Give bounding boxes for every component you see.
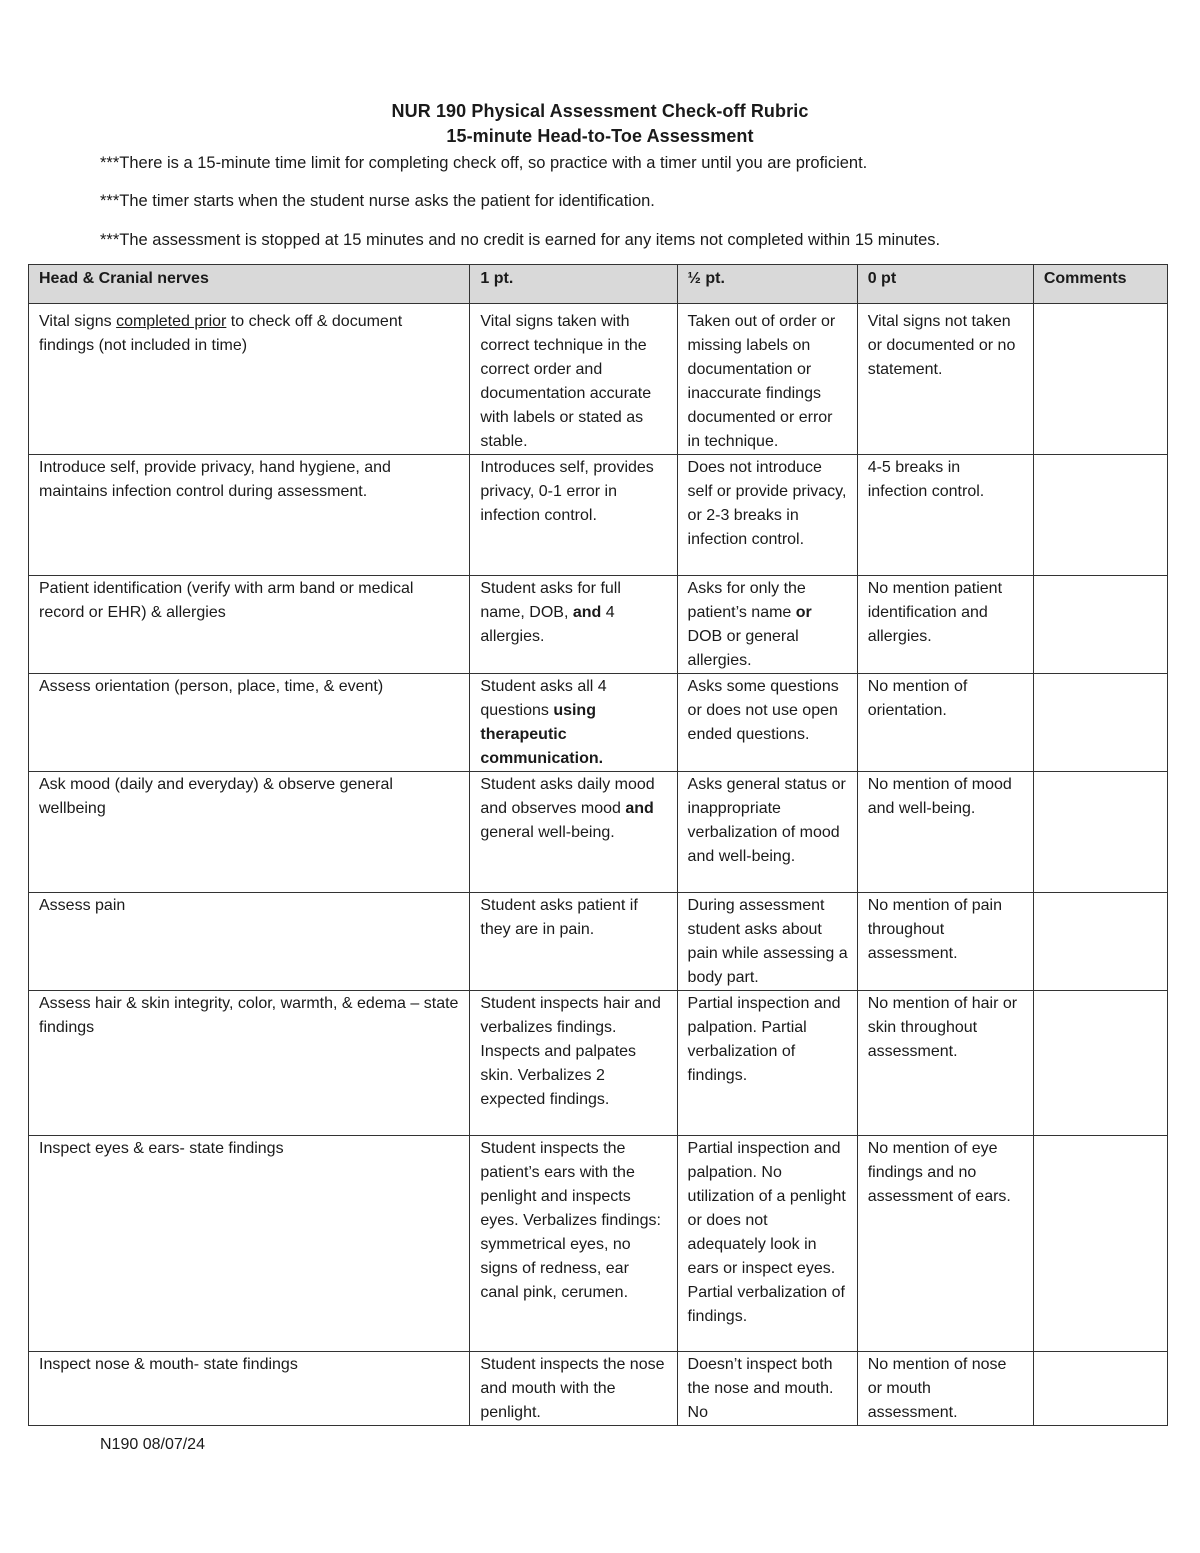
one-pt-cell: Student asks daily mood and observes mood and general well-being.: [470, 772, 677, 893]
criteria-cell: Vital signs completed prior to check off & document findings (not included in time): [29, 304, 470, 455]
header-comments: Comments: [1033, 265, 1167, 304]
zero-pt-cell: No mention of hair or skin throughout assessment.: [857, 991, 1033, 1136]
one-pt-cell: Student asks all 4 questions using therapeutic communication.: [470, 674, 677, 772]
comments-cell: [1033, 576, 1167, 674]
one-pt-cell: Student inspects the patient’s ears with the penlight and inspects eyes. Verbalizes findings: symmetrical eyes, no signs of redness, ear canal pink, cerumen.: [470, 1136, 677, 1352]
criteria-cell: Patient identification (verify with arm band or medical record or EHR) & allergies: [29, 576, 470, 674]
header-one-pt: 1 pt.: [470, 265, 677, 304]
comments-cell: [1033, 674, 1167, 772]
half-pt-cell: Does not introduce self or provide privacy, or 2-3 breaks in infection control.: [677, 455, 857, 576]
table-row: [29, 304, 1168, 455]
table-row: [29, 455, 1168, 576]
comments-cell: [1033, 1136, 1167, 1352]
one-pt-cell: Student asks for full name, DOB, and 4 allergies.: [470, 576, 677, 674]
header-half-pt: ½ pt.: [677, 265, 857, 304]
document-subtitle: 15-minute Head-to-Toe Assessment: [446, 126, 754, 146]
half-pt-cell: Asks general status or inappropriate verbalization of mood and well-being.: [677, 772, 857, 893]
criteria-cell: Inspect eyes & ears- state findings: [29, 1136, 470, 1352]
table-header-row: [29, 265, 1168, 304]
zero-pt-cell: Vital signs not taken or documented or no statement.: [857, 304, 1033, 455]
table-row: [29, 772, 1168, 893]
document-title: NUR 190 Physical Assessment Check-off Rubric: [391, 101, 809, 121]
half-pt-cell: Partial inspection and palpation. Partial verbalization of findings.: [677, 991, 857, 1136]
rubric-table: [28, 264, 1168, 1426]
header-criteria: Head & Cranial nerves: [29, 265, 470, 304]
half-pt-cell: Partial inspection and palpation. No utilization of a penlight or does not adequately look in ears or inspect eyes. Partial verbalization of findings.: [677, 1136, 857, 1352]
comments-cell: [1033, 304, 1167, 455]
instruction-note: ***There is a 15-minute time limit for completing check off, so practice with a timer until you are proficient.: [100, 154, 868, 172]
one-pt-cell: Student asks patient if they are in pain.: [470, 893, 677, 991]
criteria-cell: Introduce self, provide privacy, hand hygiene, and maintains infection control during assessment.: [29, 455, 470, 576]
zero-pt-cell: No mention of mood and well-being.: [857, 772, 1033, 893]
half-pt-cell: Taken out of order or missing labels on documentation or inaccurate findings documented or error in technique.: [677, 304, 857, 455]
comments-cell: [1033, 1352, 1167, 1426]
half-pt-cell: Asks for only the patient’s name or DOB or general allergies.: [677, 576, 857, 674]
page-footer: N190 08/07/24: [100, 1436, 205, 1453]
table-row: [29, 1352, 1168, 1426]
comments-cell: [1033, 991, 1167, 1136]
zero-pt-cell: 4-5 breaks in infection control.: [857, 455, 1033, 576]
zero-pt-cell: No mention of pain throughout assessment.: [857, 893, 1033, 991]
half-pt-cell: Asks some questions or does not use open ended questions.: [677, 674, 857, 772]
criteria-cell: Assess pain: [29, 893, 470, 991]
comments-cell: [1033, 893, 1167, 991]
half-pt-cell: During assessment student asks about pain while assessing a body part.: [677, 893, 857, 991]
half-pt-cell: Doesn’t inspect both the nose and mouth. No: [677, 1352, 857, 1426]
table-row: [29, 893, 1168, 991]
table-row: [29, 1136, 1168, 1352]
zero-pt-cell: No mention of eye findings and no assessment of ears.: [857, 1136, 1033, 1352]
criteria-cell: Assess hair & skin integrity, color, warmth, & edema – state findings: [29, 991, 470, 1136]
criteria-cell: Assess orientation (person, place, time, & event): [29, 674, 470, 772]
table-row: [29, 576, 1168, 674]
comments-cell: [1033, 772, 1167, 893]
zero-pt-cell: No mention patient identification and allergies.: [857, 576, 1033, 674]
table-row: [29, 674, 1168, 772]
zero-pt-cell: No mention of nose or mouth assessment.: [857, 1352, 1033, 1426]
instruction-note: ***The timer starts when the student nurse asks the patient for identification.: [100, 192, 655, 210]
one-pt-cell: Student inspects hair and verbalizes findings. Inspects and palpates skin. Verbalizes 2 expected findings.: [470, 991, 677, 1136]
one-pt-cell: Introduces self, provides privacy, 0-1 error in infection control.: [470, 455, 677, 576]
one-pt-cell: Student inspects the nose and mouth with the penlight.: [470, 1352, 677, 1426]
criteria-cell: Inspect nose & mouth- state findings: [29, 1352, 470, 1426]
table-row: [29, 991, 1168, 1136]
comments-cell: [1033, 455, 1167, 576]
one-pt-cell: Vital signs taken with correct technique in the correct order and documentation accurate with labels or stated as stable.: [470, 304, 677, 455]
header-zero-pt: 0 pt: [857, 265, 1033, 304]
criteria-cell: Ask mood (daily and everyday) & observe general wellbeing: [29, 772, 470, 893]
zero-pt-cell: No mention of orientation.: [857, 674, 1033, 772]
instruction-note: ***The assessment is stopped at 15 minutes and no credit is earned for any items not completed within 15 minutes.: [100, 231, 941, 249]
